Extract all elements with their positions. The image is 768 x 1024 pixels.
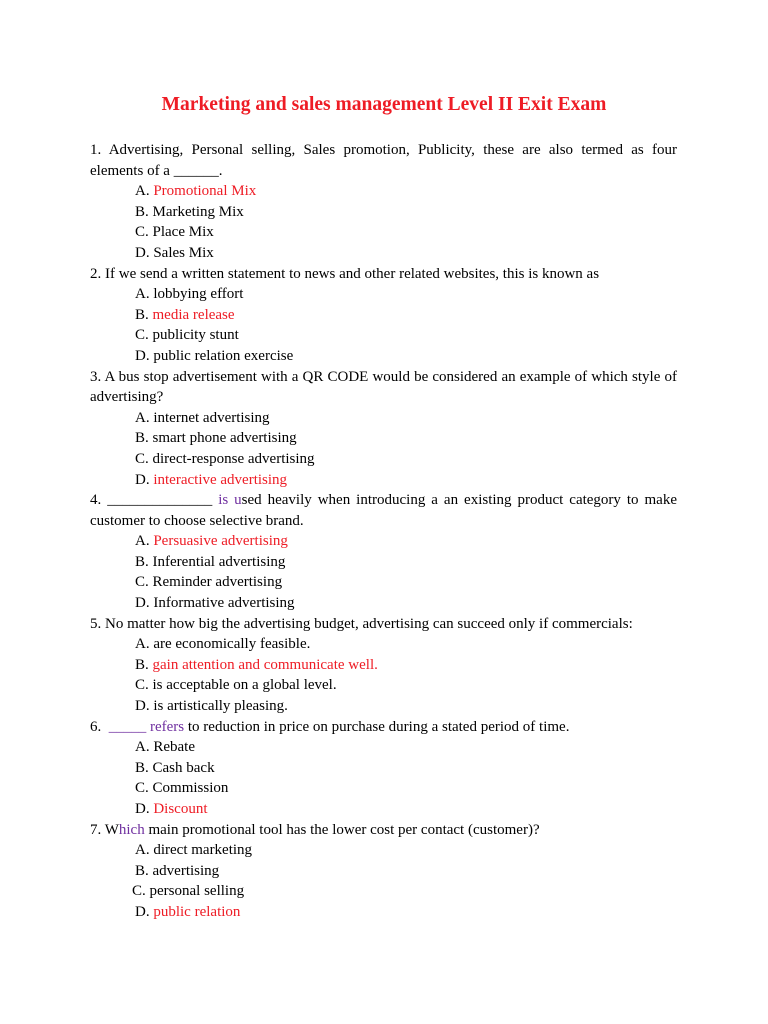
question-text: 3. A bus stop advertisement with a QR CODE would be considered an example of which style of advertising? <box>90 368 677 406</box>
question-5 <box>90 614 677 635</box>
question-text: 2. If we send a written statement to news and other related websites, this is known as <box>90 265 600 282</box>
correct-answer: Promotional Mix <box>153 183 257 200</box>
option-6b: B. Cash back <box>135 759 215 776</box>
option-7b: B. advertising <box>135 862 220 879</box>
option-4c: C. Reminder advertising <box>135 574 283 591</box>
highlighted-text: _____ refers <box>108 718 185 735</box>
option-5a: A. are economically feasible. <box>135 636 311 653</box>
option-5d: D. is artistically pleasing. <box>135 698 288 715</box>
correct-answer: gain attention and communicate well. <box>152 656 378 673</box>
option-1c: C. Place Mix <box>135 224 214 241</box>
option-2b: B. media release <box>135 306 235 323</box>
option-3a: A. internet advertising <box>135 409 270 426</box>
option-7d: D. public relation <box>135 903 241 920</box>
option-1d: D. Sales Mix <box>135 244 214 261</box>
option-7a: A. direct marketing <box>135 842 253 859</box>
highlighted-text: is u <box>218 492 242 509</box>
option-6c: C. Commission <box>135 780 229 797</box>
highlighted-text: hich <box>118 821 145 838</box>
option-2c: C. publicity stunt <box>135 327 239 344</box>
option-2d: D. public relation exercise <box>135 347 294 364</box>
option-1a: A. Promotional Mix <box>135 183 257 200</box>
option-6d: D. Discount <box>135 801 208 817</box>
option-6a: A. Rebate <box>135 739 195 756</box>
option-5b: B. gain attention and communicate well. <box>135 656 378 673</box>
option-4b: B. Inferential advertising <box>135 553 286 570</box>
question-2 <box>90 264 677 285</box>
question-7: 7. Which main promotional tool has the lower cost per contact (customer)? <box>90 821 540 838</box>
question-text: 5. No matter how big the advertising budget, advertising can succeed only if commercials: <box>90 615 633 632</box>
option-4a: A. Persuasive advertising <box>135 533 288 550</box>
question-text: 1. Advertising, Personal selling, Sales promotion, Publicity, these are also termed as four elements of a ______. <box>90 142 677 179</box>
option-3b: B. smart phone advertising <box>135 430 297 447</box>
question-3 <box>90 367 677 408</box>
option-4d: D. Informative advertising <box>135 595 295 612</box>
question-1 <box>90 140 677 181</box>
correct-answer: interactive advertising <box>153 471 288 488</box>
correct-answer: Discount <box>153 801 208 817</box>
option-2a: A. lobbying effort <box>135 286 244 303</box>
correct-answer: public relation <box>153 903 241 920</box>
question-4: 4. ______________ is used heavily when introducing a an existing product category to make customer to choose selective brand. <box>90 492 677 529</box>
correct-answer: media release <box>152 306 235 323</box>
option-5c: C. is acceptable on a global level. <box>135 677 337 694</box>
option-7c: C. personal selling <box>132 883 245 900</box>
option-3d: D. interactive advertising <box>135 471 288 488</box>
question-list <box>90 140 677 923</box>
correct-answer: Persuasive advertising <box>153 533 288 550</box>
page-title: Marketing and sales management Level II Exit Exam <box>161 94 607 115</box>
option-1b: B. Marketing Mix <box>135 203 244 220</box>
option-3c: C. direct-response advertising <box>135 450 315 467</box>
question-6: 6. _____ refers to reduction in price on purchase during a stated period of time. <box>90 718 570 735</box>
